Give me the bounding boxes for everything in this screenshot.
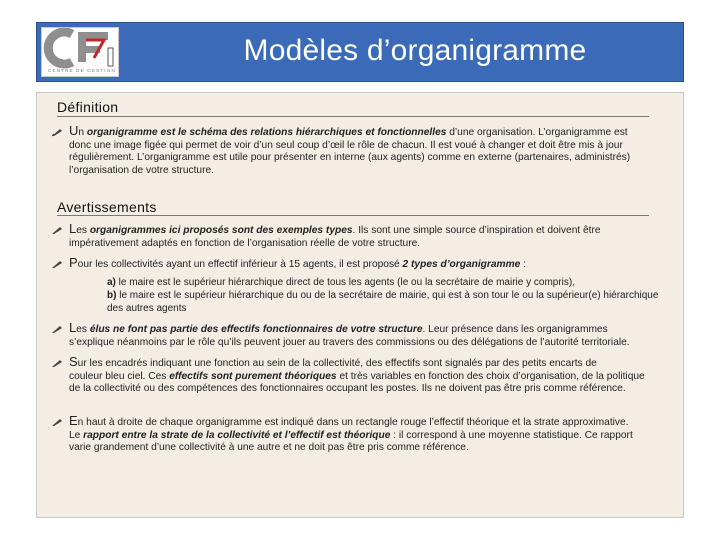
dropcap: L [69, 221, 77, 236]
text-after: . Leur présence dans les organigrammes [422, 324, 608, 335]
text-lead: n [78, 127, 87, 138]
text-emphasis: organigrammes ici proposés sont des exemples types [89, 225, 353, 236]
sub-item-text: le maire est le supérieur hiérarchique du ou de la secrétaire de mairie, qui est à son tour le ou la supérieur(e) hiérarchique des autres agents [107, 290, 659, 314]
sub-item-text: le maire est le supérieur hiérarchique direct de tous les agents (le ou la secrétaire de mairie y compris), [115, 277, 576, 288]
text-emphasis: organigramme est le schéma des relations hiérarchiques et fonctionnelles [86, 127, 447, 138]
definition-bullet [51, 125, 649, 177]
text-after: : [520, 259, 526, 270]
text-lead: our les collectivités ayant un effectif inférieur à 15 agents, il est proposé [77, 259, 403, 270]
title-banner [36, 22, 684, 82]
text-emphasis: rapport entre la strate de la collectivité et l’effectif est théorique [83, 429, 391, 441]
text-continuation: impérativement adaptés en fonction de l’organisation réelle de votre structure. [69, 237, 421, 249]
sub-item-marker: b) [107, 290, 117, 301]
text-after: . Ils sont une simple source d’inspiration et doivent être [352, 225, 601, 236]
content-panel [36, 92, 684, 518]
dropcap: U [69, 123, 79, 138]
warning-item [51, 223, 649, 250]
text-lead: n haut à droite de chaque organigramme est indiqué dans un rectangle rouge l’effectif théorique et la strate approximative. [77, 417, 629, 428]
text-lead: es [76, 324, 90, 335]
pen-bullet-icon [51, 259, 63, 269]
text-continuation [69, 430, 649, 455]
page-title: Modèles d’organigramme [243, 34, 587, 67]
pen-bullet-icon [51, 127, 63, 137]
text-continuation-pre: couleur bleu ciel. Ces [69, 370, 170, 382]
sub-item-b [107, 290, 667, 315]
definition-divider [57, 116, 649, 117]
text-emphasis: élus ne font pas partie des effectifs fonctionnaires de votre structure [89, 324, 423, 335]
warnings-heading: Avertissements [57, 199, 157, 215]
definition-heading: Définition [57, 99, 119, 115]
dropcap: E [69, 413, 78, 428]
text-continuation-pre: Le [69, 429, 84, 441]
warnings-divider [57, 215, 649, 216]
cdg-logo [41, 27, 119, 77]
text-lead: ur les encadrés indiquant une fonction au sein de la collectivité, des effectifs sont signalés par des petits encarts de [77, 358, 597, 369]
warning-item [51, 356, 649, 396]
pen-bullet-icon [51, 324, 63, 334]
text-continuation [69, 371, 649, 396]
pen-bullet-icon [51, 358, 63, 368]
text-after: d’une organisation. L’organigramme est [446, 127, 628, 138]
dropcap: L [69, 320, 77, 335]
warning-item [51, 415, 649, 455]
warning-item [51, 257, 649, 272]
text-continuation-post: et très variables en fonction des choix d’organisation, de la politique de la collectivité ou des compétences des fonctionnaires occupant les postes. Ils ne doivent pas être pris comme référence. [69, 370, 645, 395]
dropcap: S [69, 354, 78, 369]
text-emphasis: 2 types d’organigramme [402, 259, 521, 270]
text-continuation-post: : il correspond à une moyenne statistique. Ce rapport varie grandement d’une collectivité à une autre et ne doit pas être pris comme référence. [69, 429, 633, 454]
dropcap: P [69, 255, 78, 270]
warning-item [51, 322, 649, 349]
sub-item-marker: a) [107, 277, 116, 288]
text-lead: es [76, 225, 90, 236]
text-continuation: s’explique néanmoins par le rôle qu’ils peuvent jouer au travers des commissions ou des délégations de l’autorité territoriale. [69, 336, 630, 348]
logo-subtitle: CENTRE DE GESTION [48, 68, 116, 73]
text-continuation: donc une image figée qui permet de voir d’un seul coup d’œil le rôle de chacun. Il est voué à changer et doit être mis à jour régulièrement. L’organigramme est utile pour présenter en interne (aux agents) comme en externe (partenaires, administrés) l’organisation de votre structure. [69, 139, 631, 176]
sub-item-a [107, 277, 667, 290]
pen-bullet-icon [51, 417, 63, 427]
pen-bullet-icon [51, 225, 63, 235]
text-emphasis: effectifs sont purement théoriques [169, 370, 337, 382]
